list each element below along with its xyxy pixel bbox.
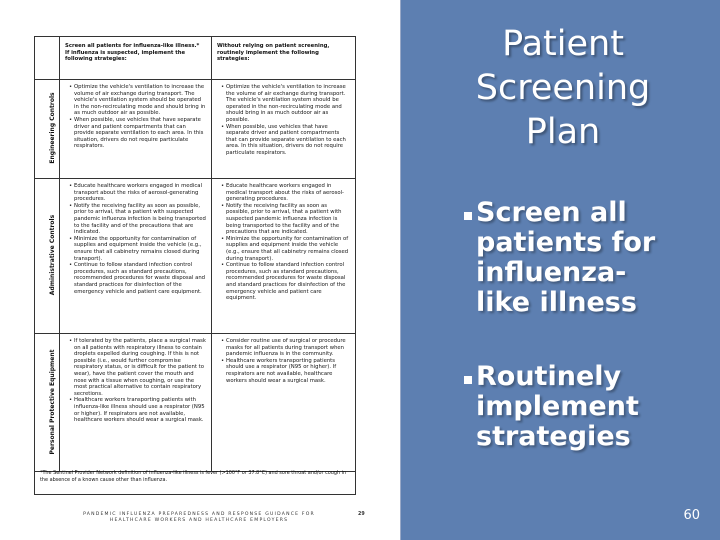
title-line: Screening — [475, 68, 651, 108]
list-item: • Notify the receiving facility as soon as possible, prior to arrival, that a patient with suspected pandemic influenza infection is being transported to the facility and of the precautions that are indicated. — [74, 203, 207, 236]
header-line: Screen all patients for influenza-like illness.* — [65, 43, 200, 49]
column-header-routine — [217, 43, 351, 63]
bullet-screen-all-patients — [476, 198, 716, 318]
bullet-line: like illness — [476, 287, 637, 318]
list-item: • Optimize the vehicle's ventilation to increase the volume of air exchange during transport. The vehicle's ventilation system should be operated in the non-recirculating mode and should bring in as much outdoor air as possible. — [74, 84, 207, 117]
bullet-line: Routinely — [476, 361, 622, 392]
list-item: • Continue to follow standard infection control procedures, such as standard precautions, recommended procedures for waste disposal and standard practices for disinfection of the emergency vehicle and patient care equipment. — [74, 262, 207, 295]
list-item: • Healthcare workers transporting patients should use a respirator (N95 or higher). If respirators are not available, healthcare workers should wear a surgical mask. — [226, 358, 351, 384]
list-item: • Minimize the opportunity for contamination of supplies and equipment inside the vehicle (e.g., ensure that all cabinetry remains closed during transport). — [74, 236, 207, 262]
list-item: • Optimize the vehicle's ventilation to increase the volume of air exchange during transport. The vehicle's ventilation system should be operated in the non-recirculating mode and should bring in as much outdoor air as possible. — [226, 84, 351, 124]
square-bullet-icon — [464, 376, 472, 384]
administrative-col2-cell — [221, 183, 351, 331]
document-footer — [70, 512, 328, 524]
list-item: • When possible, use vehicles that have separate driver and patient compartments that can provide separate ventilation to each area. In this situation, drivers do not require particulate respirators. — [226, 124, 351, 157]
bullet-line: patients for — [476, 227, 656, 258]
bullet-line: implement — [476, 391, 639, 422]
header-line: Without relying on patient screening, routinely implement the following strategies: — [217, 43, 330, 63]
row-label-personal-protective-equipment: Personal Protective Equipment — [49, 349, 56, 455]
row-label-administrative-controls: Administrative Controls — [49, 214, 56, 296]
administrative-col1-cell — [69, 183, 207, 331]
title-line: Plan — [525, 112, 601, 152]
list-item: • When possible, use vehicles that have separate driver and patient compartments that can provide separate ventilation to each area. In this situation, drivers do not require particulate respirators. — [74, 117, 207, 150]
bullet-line: influenza- — [476, 257, 627, 288]
list-item: • Consider routine use of surgical or procedure masks for all patients during transport when pandemic influenza is in the community. — [226, 338, 351, 358]
bullet-line: Screen all — [476, 197, 627, 228]
bullet-line: strategies — [476, 421, 631, 452]
title-line: Patient — [502, 24, 624, 64]
list-item: • Notify the receiving facility as soon as possible, prior to arrival, that a patient with suspected pandemic influenza infection is being transported to the facility and of the precautions that are indicated. — [226, 203, 351, 236]
list-item: • Educate healthcare workers engaged in medical transport about the risks of aerosol-generating procedures. — [74, 183, 207, 203]
table-footnote: *The Sentinel Provider Network definition of influenza-like illness is fever (>100°F or 37.8°C) and sore throat and/or cough in the absence of a known cause other than influenza. — [40, 470, 347, 483]
row-label-engineering-controls: Engineering Controls — [49, 92, 56, 164]
header-line: If influenza is suspected, implement the following strategies: — [65, 49, 186, 63]
bullet-routinely-implement — [476, 362, 716, 452]
ppe-col2-cell — [221, 338, 351, 469]
engineering-col1-cell — [69, 84, 207, 176]
document-page-number: 29 — [358, 512, 365, 517]
slide-title — [418, 22, 708, 154]
square-bullet-icon — [464, 212, 472, 220]
list-item: • Minimize the opportunity for contamination of supplies and equipment inside the vehicle (e.g., ensure that all cabinetry remains closed during transport). — [226, 236, 351, 262]
list-item: • If tolerated by the patients, place a surgical mask on all patients with respiratory illness to contain droplets expelled during coughing. If this is not possible (i.e., would further compromise respiratory status, or is difficult for the patient to wear), have the patient cover the mouth and nose with a tissue when coughing, or use the most practical alternative to contain respiratory secretions. — [74, 338, 207, 397]
ppe-col1-cell — [69, 338, 207, 469]
footer-line: PANDEMIC INFLUENZA PREPAREDNESS AND RESPONSE GUIDANCE FOR — [83, 512, 315, 517]
column-header-screening — [65, 43, 207, 63]
list-item: • Continue to follow standard infection control procedures, such as standard precautions, recommended procedures for waste disposal and standard practices for disinfection of the emergency vehicle and patient care equipment. — [226, 262, 351, 302]
footer-line: HEALTHCARE WORKERS AND HEALTHCARE EMPLOYERS — [109, 518, 289, 523]
strategy-table — [34, 36, 356, 495]
list-item: • Educate healthcare workers engaged in medical transport about the risks of aerosol-generating procedures. — [226, 183, 351, 203]
slide-number: 60 — [683, 508, 700, 523]
list-item: • Healthcare workers transporting patients with influenza-like illness should use a respirator (N95 or higher). If respirators are not available, healthcare workers should wear a surgical mask. — [74, 397, 207, 423]
engineering-col2-cell — [221, 84, 351, 176]
